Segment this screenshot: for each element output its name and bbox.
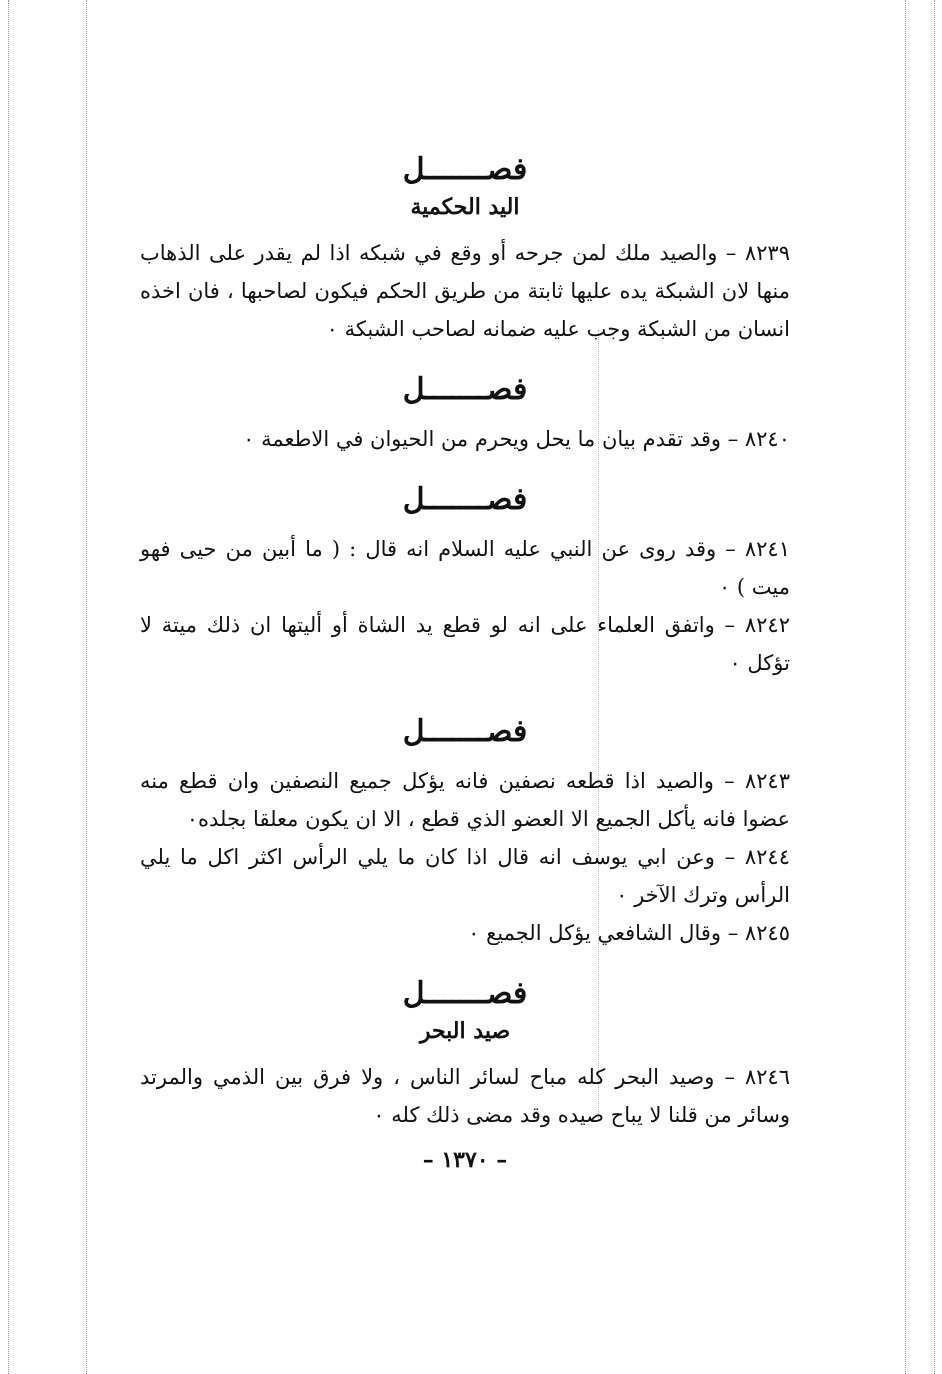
section-1 [140, 150, 790, 348]
section-heading: فصـــــــل [402, 482, 528, 517]
paragraph-8244: ٨٢٤٤ – وعن ابي يوسف انه قال اذا كان ما يلي الرأس اكثر اكل ما يلي الرأس وترك الآخر ٠ [140, 845, 790, 907]
paragraph-8246: ٨٢٤٦ – وصيد البحر كله مباح لسائر الناس ، ولا فرق بين الذمي والمرتد وسائر من قلنا لا يباح صيده وقد مضى ذلك كله ٠ [140, 1065, 790, 1127]
scan-edge-line-right-outer [934, 0, 935, 1374]
page-number: – ١٣٧٠ – [422, 1147, 508, 1173]
section-subheading: صيد البحر [419, 1018, 511, 1044]
section-heading: فصـــــــل [402, 714, 528, 749]
section-subheading: اليد الحكمية [410, 194, 520, 220]
section-heading: فصـــــــل [402, 152, 528, 187]
section-2 [140, 370, 790, 458]
section-4 [140, 712, 790, 952]
scan-edge-line-left-outer [8, 0, 9, 1374]
scan-edge-line-left-inner [86, 0, 87, 1374]
paragraph-8245: ٨٢٤٥ – وقال الشافعي يؤكل الجميع ٠ [468, 921, 790, 945]
paragraph-8242: ٨٢٤٢ – واتفق العلماء على انه لو قطع يد الشاة أو أليتها ان ذلك ميتة لا تؤكل ٠ [140, 613, 790, 675]
paragraph-8243: ٨٢٤٣ – والصيد اذا قطعه نصفين فانه يؤكل جميع النصفين وان قطع منه عضوا فانه يأكل الجميع الا العضو الذي قطع ، الا ان يكون معلقا بجلده٠ [140, 769, 790, 831]
paragraph-8241: ٨٢٤١ – وقد روى عن النبي عليه السلام انه قال : ( ما أبين من حيى فهو ميت ) ٠ [140, 537, 790, 599]
section-3 [140, 480, 790, 682]
document-page [140, 150, 790, 1180]
section-heading: فصـــــــل [402, 976, 528, 1011]
section-heading: فصـــــــل [402, 372, 528, 407]
paragraph-8239: ٨٢٣٩ – والصيد ملك لمن جرحه أو وقع في شبكه اذا لم يقدر على الذهاب منها لان الشبكة يده عليها ثابتة من طريق الحكم فيكون لصاحبها ، فان اخذه انسان من الشبكة وجب عليه ضمانه لصاحب الشبكة ٠ [140, 241, 790, 341]
paragraph-8240: ٨٢٤٠ – وقد تقدم بيان ما يحل ويحرم من الحيوان في الاطعمة ٠ [243, 427, 790, 451]
section-5 [140, 974, 790, 1134]
scan-edge-line-right-inner [905, 0, 906, 1374]
